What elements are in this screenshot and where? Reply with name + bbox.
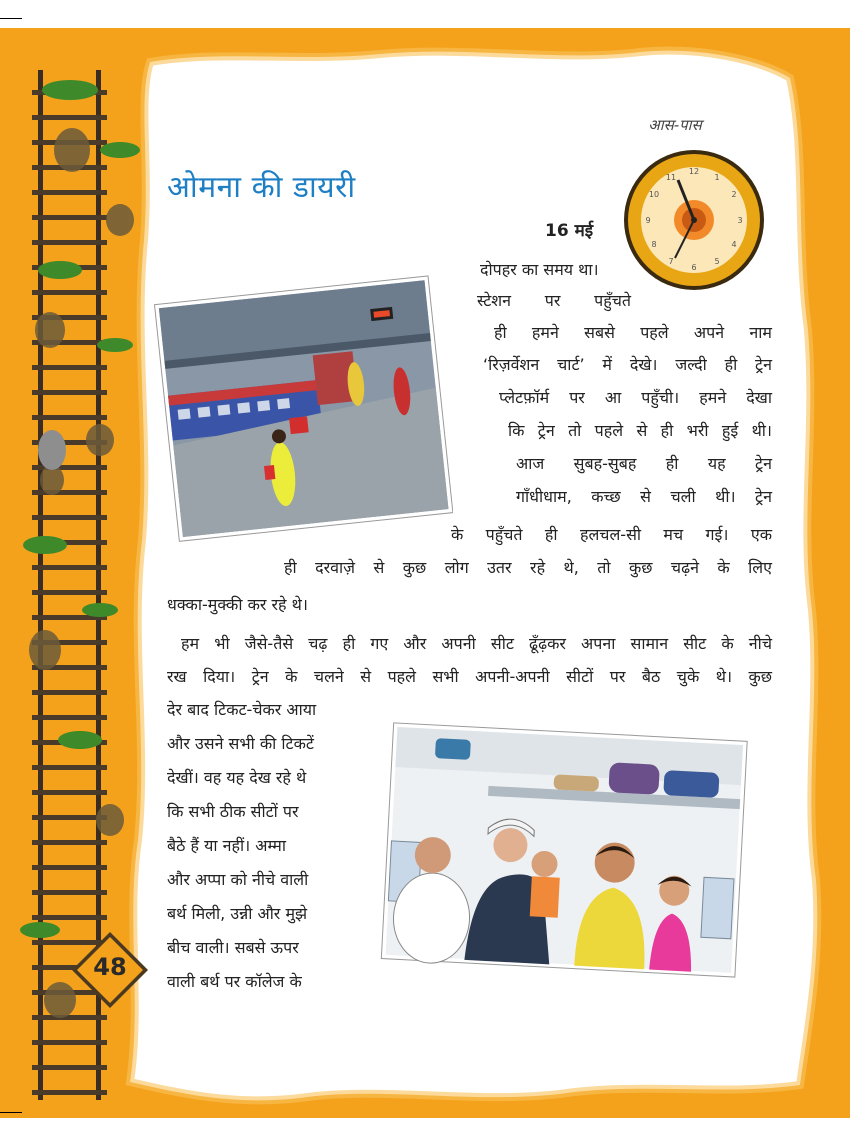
clock-num-4: 4 (731, 240, 737, 249)
page-number: 48 (93, 953, 127, 981)
clock-num-8: 8 (651, 240, 657, 249)
p1-line-3: ही हमने सबसे पहले अपने नाम (494, 323, 772, 342)
p2-line-1: हम भी जैसे-तैसे चढ़ ही गए और अपनी सीट ढूँढ़कर अपना सामान सीट के नीचे (181, 634, 772, 653)
p2-line-3: देर बाद टिकट-चेकर आया (167, 700, 317, 719)
clock-num-2: 2 (731, 190, 737, 199)
diary-date: 16 मई (545, 221, 594, 241)
p2-line-7: बैठे हैं या नहीं। अम्मा (167, 836, 286, 855)
clock-num-12: 12 (688, 167, 700, 176)
p2-line-8: और अप्पा को नीचे वाली (167, 870, 309, 889)
p2-line-2: रख दिया। ट्रेन के चलने से पहले सभी अपनी-अपनी सीटों पर बैठ चुके थे। कुछ (167, 667, 772, 686)
p2-line-6: कि सभी ठीक सीटों पर (167, 802, 299, 821)
p1-line-1: दोपहर का समय था। (480, 260, 599, 279)
clock-num-5: 5 (714, 257, 720, 266)
clock-illustration (620, 150, 768, 290)
p1-line-11: धक्का-मुक्की कर रहे थे। (167, 595, 308, 614)
p2-line-10: बीच वाली। सबसे ऊपर (167, 938, 299, 957)
clock-num-7: 7 (668, 257, 674, 266)
clock-num-11: 11 (665, 173, 677, 182)
p1-line-4: ‘रिज़र्वेशन चार्ट’ में देखे। जल्दी ही ट्रेन (483, 355, 772, 374)
crop-mark-bottom (0, 1112, 22, 1113)
p1-line-10: ही दरवाज़े से कुछ लोग उतर रहे थे, तो कुछ चढ़ने के लिए (284, 558, 772, 577)
crop-mark-top (0, 18, 22, 19)
p1-line-5: प्लेटफ़ॉर्म पर आ पहुँची। हमने देखा (499, 388, 772, 407)
clock-num-10: 10 (648, 190, 660, 199)
subject-header: आस-पास (648, 116, 702, 134)
p1-line-6: कि ट्रेन तो पहले से ही भरी हुई थी। (508, 421, 772, 440)
chapter-title: ओमना की डायरी (167, 170, 356, 205)
p2-line-11: वाली बर्थ पर कॉलेज के (167, 972, 302, 991)
clock-num-9: 9 (645, 216, 651, 225)
p1-line-9: के पहुँचते ही हलचल-सी मच गई। एक (451, 525, 772, 544)
p2-line-9: बर्थ मिली, उन्नी और मुझे (167, 904, 308, 923)
p2-line-4: और उसने सभी की टिकटें (167, 734, 314, 753)
p1-line-2: स्टेशन पर पहुँचते (477, 291, 631, 310)
p2-line-5: देखीं। वह यह देख रहे थे (167, 768, 307, 787)
clock-num-1: 1 (714, 173, 720, 182)
p1-line-7: आज सुबह-सुबह ही यह ट्रेन (516, 454, 772, 473)
clock-num-6: 6 (691, 263, 697, 272)
p1-line-8: गाँधीधाम, कच्छ से चली थी। ट्रेन (516, 487, 772, 506)
train-compartment-illustration (375, 720, 755, 990)
clock-num-3: 3 (737, 216, 743, 225)
station-photo (148, 262, 453, 552)
